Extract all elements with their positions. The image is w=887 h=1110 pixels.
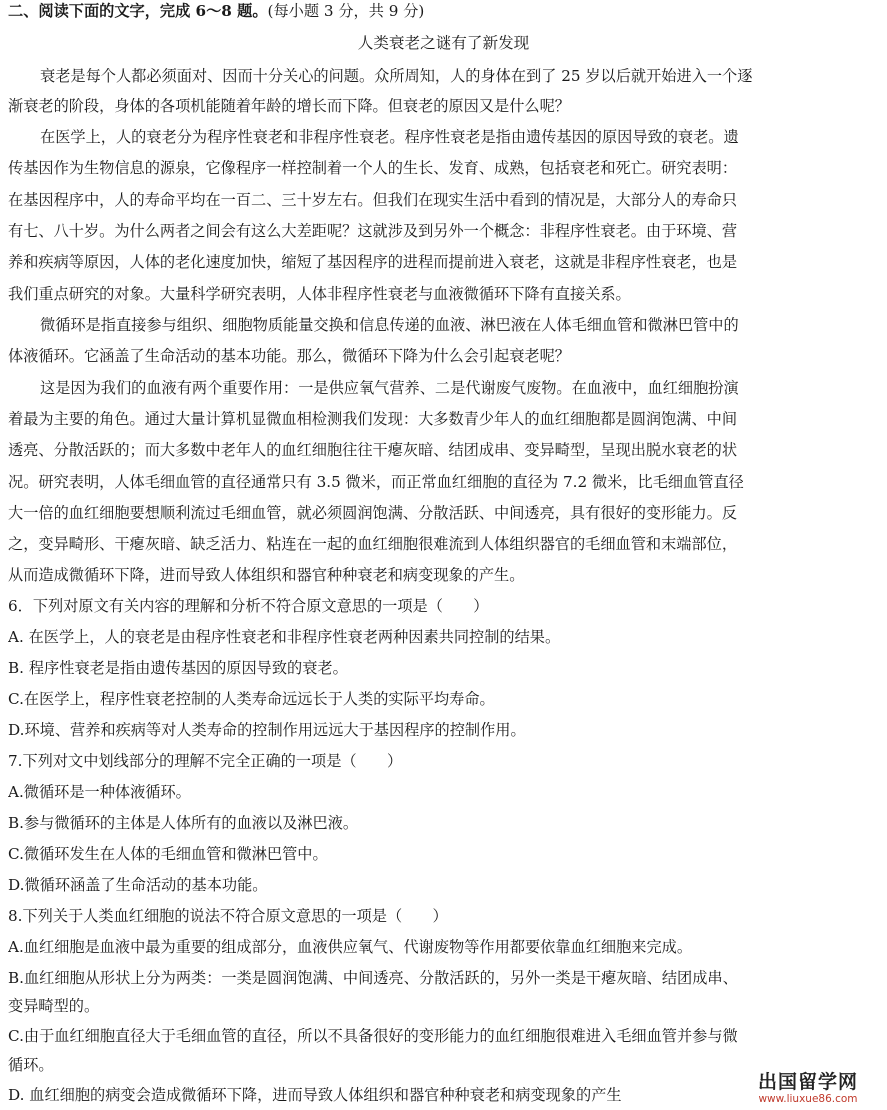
article-line: 着最为主要的角色。通过大量计算机显微血相检测我们发现：大多数青少年人的血红细胞都是圆润饱满、中间 xyxy=(8,410,737,428)
question-option: A. 在医学上，人的衰老是由程序性衰老和非程序性衰老两种因素共同控制的结果。 xyxy=(8,628,561,646)
article-line: 之，变异畸形、干瘪灰暗、缺乏活力、粘连在一起的血红细胞很难流到人体组织器官的毛细血管和末端部位， xyxy=(8,535,737,553)
section-heading xyxy=(8,1,880,21)
article-line: 透亮、分散活跃的；而大多数中老年人的血红细胞往往干瘪灰暗、结团成串、变异畸型，呈现出脱水衰老的状 xyxy=(8,441,737,459)
article-line: 养和疾病等原因，人体的老化速度加快，缩短了基因程序的进程而提前进入衰老，这就是非程序性衰老，也是 xyxy=(8,253,737,271)
question-option: A.血红细胞是血液中最为重要的组成部分，血液供应氧气、代谢废物等作用都要依靠血红细胞来完成。 xyxy=(8,938,693,956)
section-heading-text: 二、阅读下面的文字，完成 6～8 题。 xyxy=(8,2,268,20)
question-option: B.参与微循环的主体是人体所有的血液以及淋巴液。 xyxy=(8,814,359,832)
question-option: A.微循环是一种体液循环。 xyxy=(8,783,191,801)
article-line: 体液循环。它涵盖了生命活动的基本功能。那么，微循环下降为什么会引起衰老呢？ xyxy=(8,347,570,365)
article-title: 人类衰老之谜有了新发现 xyxy=(357,34,530,52)
article-line: 衰老是每个人都必须面对、因而十分关心的问题。众所周知，人的身体在到了 25 岁以后就开始进入一个逐 xyxy=(40,67,753,85)
question-stem: 7.下列对文中划线部分的理解不完全正确的一项是（ ） xyxy=(8,752,403,770)
article-line: 有七、八十岁。为什么两者之间会有这么大差距呢？这就涉及到另外一个概念：非程序性衰老。由于环境、营 xyxy=(8,222,737,240)
article-line: 大一倍的血红细胞要想顺利流过毛细血管，就必须圆润饱满、分散活跃、中间透亮，具有很好的变形能力。反 xyxy=(8,504,737,522)
question-option: C.由于血红细胞直径大于毛细血管的直径，所以不具备很好的变形能力的血红细胞很难进入毛细血管并参与微 xyxy=(8,1027,738,1045)
article-line: 从而造成微循环下降，进而导致人体组织和器官种种衰老和病变现象的产生。 xyxy=(8,566,525,584)
article-line: 我们重点研究的对象。大量科学研究表明，人体非程序性衰老与血液微循环下降有直接关系。 xyxy=(8,285,631,303)
question-option: D.环境、营养和疾病等对人类寿命的控制作用远远大于基因程序的控制作用。 xyxy=(8,721,526,739)
score-note: (每小题 3 分，共 9 分) xyxy=(267,2,425,20)
site-watermark xyxy=(733,1071,883,1106)
article-line: 在基因程序中，人的寿命平均在一百二、三十岁左右。但我们在现实生活中看到的情况是，大部分人的寿命只 xyxy=(8,191,737,209)
question-option: B.血红细胞从形状上分为两类：一类是圆润饱满、中间透亮、分散活跃的，另外一类是干瘪灰暗、结团成串、 xyxy=(8,969,738,987)
article-line: 微循环是指直接参与组织、细胞物质能量交换和信息传递的血液、淋巴液在人体毛细血管和微淋巴管中的 xyxy=(40,316,739,334)
article-line: 况。研究表明，人体毛细血管的直径通常只有 3.5 微米，而正常血红细胞的直径为 7.2 微米，比毛细血管直径 xyxy=(8,473,744,491)
question-option: D.微循环涵盖了生命活动的基本功能。 xyxy=(8,876,268,894)
question-stem: 6．下列对原文有关内容的理解和分析不符合原文意思的一项是（ ） xyxy=(8,597,489,615)
question-stem: 8.下列关于人类血红细胞的说法不符合原文意思的一项是（ ） xyxy=(8,907,448,925)
question-option-continued: 循环。 xyxy=(8,1056,54,1074)
question-option: D. 血红细胞的病变会造成微循环下降，进而导致人体组织和器官种种衰老和病变现象的产生 xyxy=(8,1086,622,1104)
question-option-continued: 变异畸型的。 xyxy=(8,997,100,1015)
article-line: 渐衰老的阶段，身体的各项机能随着年龄的增长而下降。但衰老的原因又是什么呢？ xyxy=(8,97,570,115)
question-option: C.在医学上，程序性衰老控制的人类寿命远远长于人类的实际平均寿命。 xyxy=(8,690,495,708)
question-option: C.微循环发生在人体的毛细血管和微淋巴管中。 xyxy=(8,845,328,863)
question-option: B. 程序性衰老是指由遗传基因的原因导致的衰老。 xyxy=(8,659,348,677)
watermark-name: 出国留学网 xyxy=(757,1071,858,1093)
watermark-url: www.liuxue86.com xyxy=(758,1093,858,1105)
article-line: 这是因为我们的血液有两个重要作用：一是供应氧气营养、二是代谢废气废物。在血液中，血红细胞扮演 xyxy=(40,379,739,397)
article-line: 传基因作为生物信息的源泉，它像程序一样控制着一个人的生长、发育、成熟，包括衰老和死亡。研究表明： xyxy=(8,159,737,177)
article-line: 在医学上，人的衰老分为程序性衰老和非程序性衰老。程序性衰老是指由遗传基因的原因导致的衰老。遗 xyxy=(40,128,739,146)
